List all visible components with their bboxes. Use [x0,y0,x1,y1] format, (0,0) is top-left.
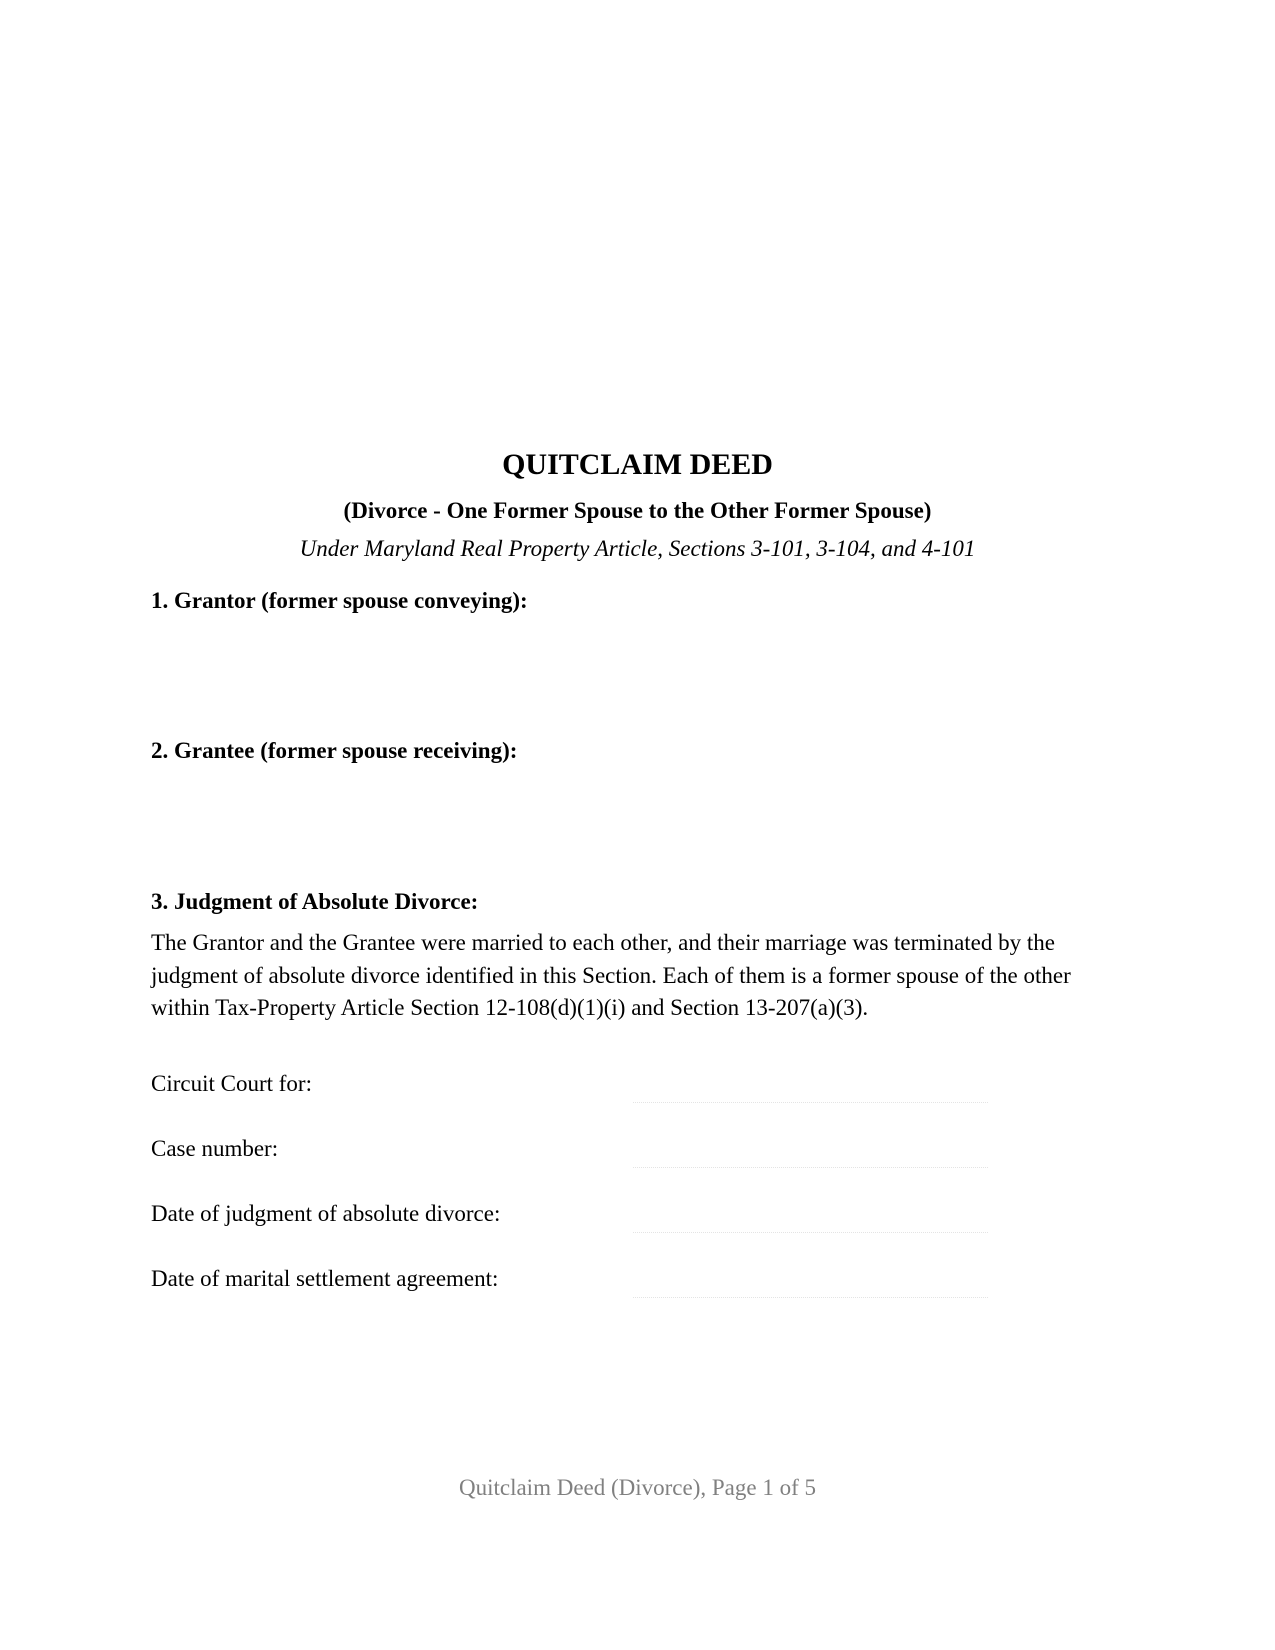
settlement-date-field[interactable] [633,1297,988,1298]
circuit-court-label: Circuit Court for: [151,1071,312,1096]
page-footer: Quitclaim Deed (Divorce), Page 1 of 5 [458,1475,817,1500]
case-number-field[interactable] [633,1167,988,1168]
case-number-label: Case number: [151,1136,279,1161]
section-judgment-heading: 3. Judgment of Absolute Divorce: [151,889,479,914]
section-grantor-heading: 1. Grantor (former spouse conveying): [151,588,528,613]
settlement-date-label: Date of marital settlement agreement: [151,1266,499,1291]
document-subtitle: (Divorce - One Former Spouse to the Other Former Spouse) [343,498,932,523]
judgment-paragraph: The Grantor and the Grantee were married to each other, and their marriage was terminated by the judgment of absolute divorce identified in this Section. Each of them is a former spouse of the other within Tax-Property Article Section 12-108(d)(1)(i) and Section 13-207(a)(3). [151,930,1071,1020]
judgment-date-field[interactable] [633,1232,988,1233]
statute-reference: Under Maryland Real Property Article, Sections 3-101, 3-104, and 4-101 [299,536,976,561]
circuit-court-field[interactable] [633,1102,988,1103]
document-title: QUITCLAIM DEED [502,448,773,481]
section-grantee-heading: 2. Grantee (former spouse receiving): [151,738,518,763]
judgment-date-label: Date of judgment of absolute divorce: [151,1201,501,1226]
